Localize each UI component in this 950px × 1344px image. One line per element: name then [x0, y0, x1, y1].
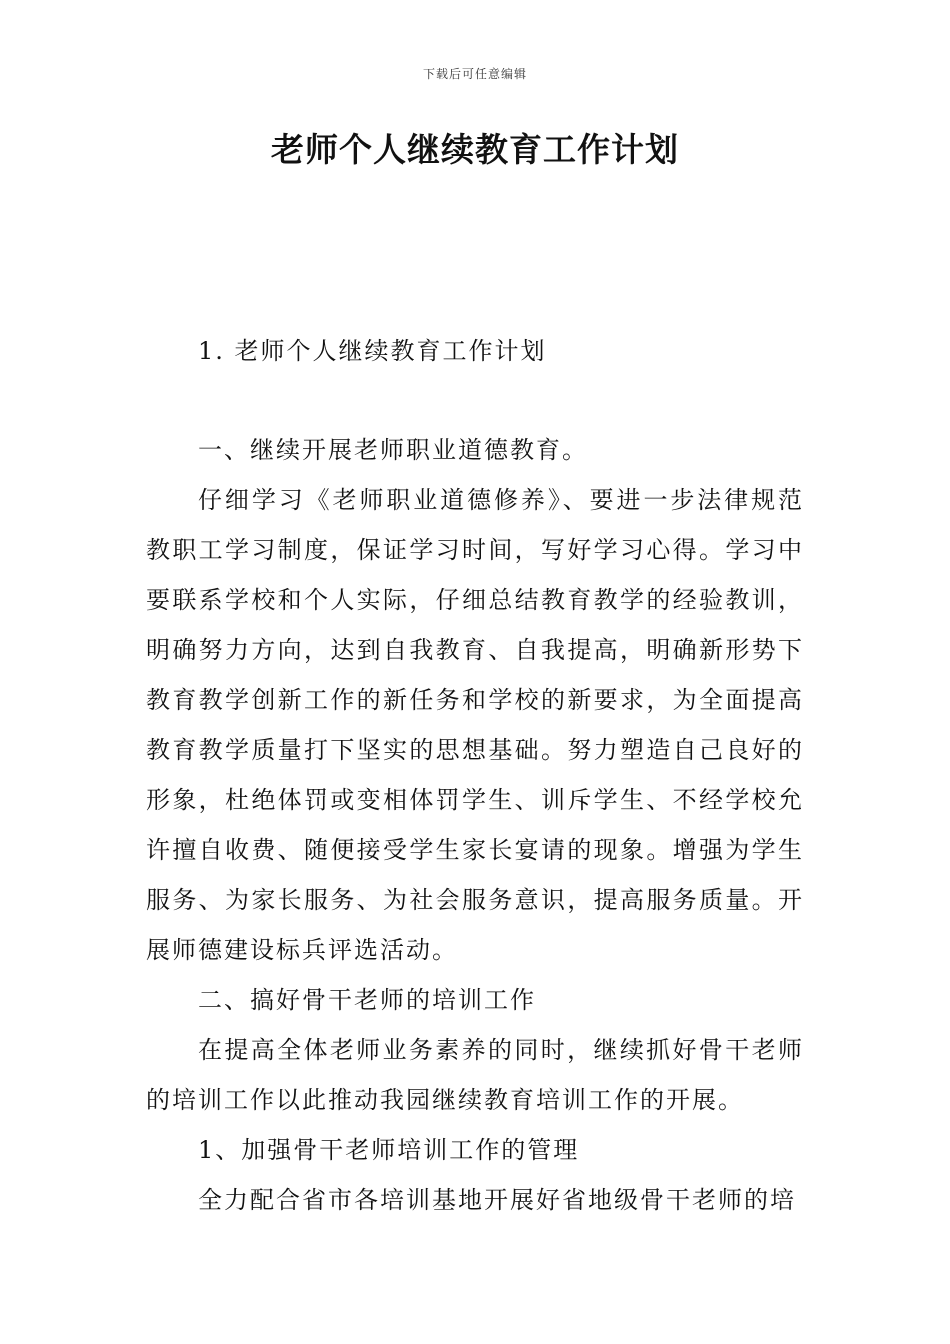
header-note: 下载后可任意编辑 — [422, 67, 527, 81]
item-heading-block — [146, 326, 804, 376]
subsection-heading-1: 1、加强骨干老师培训工作的管理 — [198, 1136, 580, 1164]
document-body — [146, 425, 804, 1225]
item-heading: 1. 老师个人继续教育工作计划 — [198, 337, 547, 365]
paragraph-3: 全力配合省市各培训基地开展好省地级骨干老师的培 — [198, 1186, 796, 1214]
paragraph-1: 仔细学习《老师职业道德修养》、要进一步法律规范教职工学习制度，保证学习时间，写好学习心得。学习中要联系学校和个人实际，仔细总结教育教学的经验教训，明确努力方向，达到自我教育、自我提高，明确新形势下教育教学创新工作的新任务和学校的新要求，为全面提高教育教学质量打下坚实的思想基础。努力塑造自己良好的形象，杜绝体罚或变相体罚学生、训斥学生、不经学校允许擅自收费、随便接受学生家长宴请的现象。增强为学生服务、为家长服务、为社会服务意识，提高服务质量。开展师德建设标兵评选活动。 — [146, 486, 804, 964]
paragraph-2: 在提高全体老师业务素养的同时，继续抓好骨干老师的培训工作以此推动我园继续教育培训工作的开展。 — [146, 1036, 804, 1114]
document-title: 老师个人继续教育工作计划 — [271, 130, 679, 169]
section-heading-2: 二、搞好骨干老师的培训工作 — [198, 986, 536, 1014]
section-heading-1: 一、继续开展老师职业道德教育。 — [198, 436, 588, 464]
